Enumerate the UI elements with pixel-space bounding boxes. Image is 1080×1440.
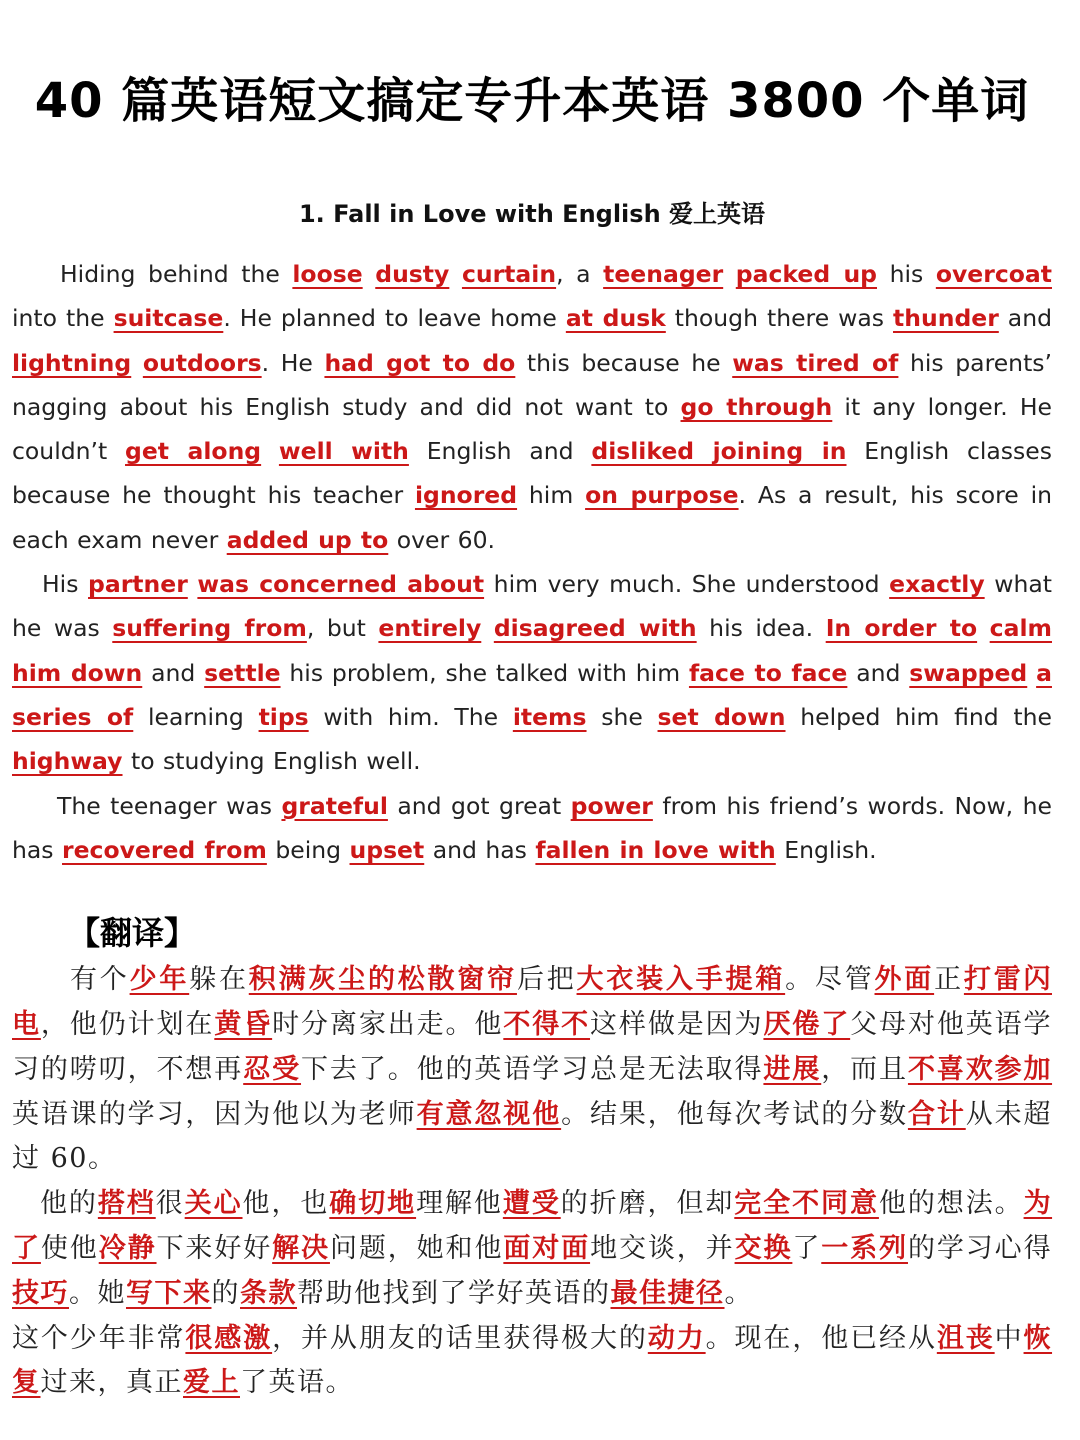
highlighted-term: 技巧 xyxy=(12,1277,69,1309)
text-run: 他，也 xyxy=(242,1188,330,1220)
text-run: 地交谈，并 xyxy=(590,1232,735,1264)
text-run: 了英语。 xyxy=(240,1367,354,1399)
text-run: 中 xyxy=(994,1322,1024,1354)
highlighted-term: 完全不同意 xyxy=(734,1188,879,1220)
text-run: 。她 xyxy=(69,1277,126,1309)
highlighted-term: 忍受 xyxy=(243,1053,302,1085)
highlighted-term: 条款 xyxy=(240,1277,297,1309)
highlighted-term: grateful xyxy=(281,791,388,820)
highlighted-term: ignored xyxy=(414,481,518,510)
text-run: and has xyxy=(424,835,536,864)
highlighted-term: 有意忽视他 xyxy=(416,1098,562,1130)
highlighted-term: packed up xyxy=(735,260,877,288)
text-run: with him. The xyxy=(308,702,513,731)
text-run: English. xyxy=(775,835,877,864)
text-run: 下来好好 xyxy=(156,1232,273,1264)
text-run: 躲在 xyxy=(189,964,249,996)
highlighted-term: 遭受 xyxy=(502,1188,561,1220)
text-run: 的学习心得 xyxy=(907,1232,1053,1264)
text-run: . He xyxy=(261,348,325,377)
text-run: , a xyxy=(556,260,604,288)
highlighted-term: 解决 xyxy=(272,1232,330,1264)
page-title: 40 篇英语短文搞定专升本英语 3800 个单词 xyxy=(34,73,1030,129)
highlighted-term: 打雷闪电 xyxy=(12,964,1052,1040)
text-run: his parents’ nagging about his English study and did not want to xyxy=(12,348,1053,421)
text-run xyxy=(261,437,279,465)
chinese-translation xyxy=(12,958,1052,1406)
highlighted-term: outdoors xyxy=(142,348,262,377)
highlighted-term: set down xyxy=(657,702,786,731)
text-run: and xyxy=(998,304,1052,333)
text-run xyxy=(481,614,494,642)
english-paragraph-3 xyxy=(12,784,1052,873)
highlighted-term: 不得不 xyxy=(503,1008,591,1040)
text-run: ，他仍计划在 xyxy=(40,1008,215,1040)
text-run: him very much. She understood xyxy=(484,570,890,599)
highlighted-term: 黄昏 xyxy=(214,1008,273,1040)
text-run: . He planned to leave home xyxy=(223,304,566,333)
text-run: 。结果，他每次考试的分数 xyxy=(561,1098,908,1130)
highlighted-term: settle xyxy=(204,658,281,687)
highlighted-term: highway xyxy=(12,747,123,776)
translation-heading: 【翻译】 xyxy=(68,914,197,953)
text-run: and xyxy=(847,658,910,687)
highlighted-term: 进展 xyxy=(763,1053,822,1085)
highlighted-term: 恢复 xyxy=(12,1322,1053,1399)
text-run: , but xyxy=(306,614,379,643)
text-run: 过来，真正 xyxy=(40,1367,183,1399)
text-run: 正 xyxy=(934,964,964,996)
highlighted-term: him down xyxy=(12,658,143,687)
text-run: . As a result, his score in each exam never xyxy=(12,481,1052,554)
text-run: ，而且 xyxy=(821,1053,908,1085)
text-run: His xyxy=(42,570,89,599)
highlighted-term: dusty xyxy=(375,260,450,288)
highlighted-term: overcoat xyxy=(935,260,1052,288)
text-run: 。尽管 xyxy=(785,964,875,996)
lesson-title-cn: 爱上英语 xyxy=(669,199,766,228)
highlighted-term: suffering from xyxy=(112,614,307,643)
highlighted-term: curtain xyxy=(461,260,557,288)
text-run: 。 xyxy=(724,1277,753,1309)
text-run: from his friend’s words. Now, he has xyxy=(12,791,1052,864)
highlighted-term: In order to xyxy=(825,614,978,643)
text-run: though there was xyxy=(665,304,894,333)
text-run xyxy=(723,260,736,288)
highlighted-term: 冷静 xyxy=(98,1232,157,1264)
text-run: 使他 xyxy=(40,1232,99,1264)
text-run: 从未超过 60。 xyxy=(12,1098,1053,1175)
highlighted-term: 面对面 xyxy=(503,1232,591,1264)
text-run: 的折磨，但却 xyxy=(560,1188,735,1220)
highlighted-term: fallen in love with xyxy=(535,835,776,864)
text-run: being xyxy=(266,835,350,864)
highlighted-term: well with xyxy=(278,437,409,466)
highlighted-term: tips xyxy=(258,702,309,731)
highlighted-term: power xyxy=(570,791,653,820)
highlighted-term: a series of xyxy=(12,658,1052,731)
text-run: learning xyxy=(133,702,259,731)
highlighted-term: 搭档 xyxy=(97,1188,156,1220)
highlighted-term: disagreed with xyxy=(493,614,697,643)
highlighted-term: suitcase xyxy=(113,304,224,333)
highlighted-term: 外面 xyxy=(874,964,935,996)
text-run: to studying English well. xyxy=(122,747,421,776)
highlighted-term: had got to do xyxy=(324,348,516,377)
text-run xyxy=(977,614,990,642)
text-run: English and xyxy=(408,437,592,466)
text-run: his problem, she talked with him xyxy=(280,658,689,687)
text-run: The teenager was xyxy=(57,791,282,820)
text-run xyxy=(131,349,143,377)
text-run: 这样做是因为 xyxy=(590,1008,764,1040)
highlighted-term: 很感激 xyxy=(185,1322,273,1354)
highlighted-term: face to face xyxy=(688,658,848,687)
highlighted-term: exactly xyxy=(889,570,985,599)
chinese-paragraph-2 xyxy=(12,1182,1052,1316)
english-passage xyxy=(12,252,1052,872)
highlighted-term: 合计 xyxy=(907,1098,966,1130)
text-run: it any longer. He couldn’t xyxy=(12,392,1052,466)
highlighted-term: swapped xyxy=(909,658,1028,687)
highlighted-term: 交换 xyxy=(734,1232,793,1264)
highlighted-term: loose xyxy=(292,260,363,288)
text-run: 理解他 xyxy=(416,1188,503,1220)
text-run: English classes because he thought his teacher xyxy=(12,437,1052,510)
highlighted-term: entirely xyxy=(378,614,482,643)
text-run xyxy=(449,260,462,288)
highlighted-term: 沮丧 xyxy=(936,1322,995,1354)
highlighted-term: upset xyxy=(349,835,425,864)
highlighted-term: recovered from xyxy=(62,835,267,864)
text-run: this because he xyxy=(515,348,733,377)
highlighted-term: 为了 xyxy=(12,1188,1053,1264)
english-paragraph-1 xyxy=(12,252,1052,562)
highlighted-term: items xyxy=(512,702,587,731)
highlighted-term: 大衣装入手提箱 xyxy=(576,964,786,996)
highlighted-term: 最佳捷径 xyxy=(610,1277,725,1309)
text-run: 这个少年非常 xyxy=(12,1322,186,1354)
text-run: 有个 xyxy=(70,964,130,996)
highlighted-term: 积满灰尘的松散窗帘 xyxy=(248,964,517,996)
text-run: 了 xyxy=(792,1232,822,1264)
highlighted-term: 动力 xyxy=(647,1322,706,1354)
text-run: 父母对他英语学习的唠叨，不想再 xyxy=(12,1008,1053,1085)
text-run: 他的 xyxy=(40,1188,98,1220)
highlighted-term: 确切地 xyxy=(329,1188,417,1220)
highlighted-term: on purpose xyxy=(585,481,739,510)
text-run xyxy=(1027,659,1036,687)
text-run: ，并从朋友的话里获得极大的 xyxy=(272,1322,648,1354)
text-run xyxy=(188,570,198,598)
text-run: 很 xyxy=(155,1188,185,1220)
text-run: 英语课的学习，因为他以为老师 xyxy=(12,1098,417,1130)
chinese-paragraph-1 xyxy=(12,958,1052,1182)
text-run: 时分离家出走。他 xyxy=(272,1008,504,1040)
highlighted-term: teenager xyxy=(603,260,724,288)
highlighted-term: 少年 xyxy=(129,964,190,996)
lesson-title-en: 1. Fall in Love with English xyxy=(298,200,661,228)
text-run: him xyxy=(517,481,586,510)
highlighted-term: thunder xyxy=(893,304,999,333)
highlighted-term: was tired of xyxy=(732,348,899,377)
highlighted-term: partner xyxy=(88,570,188,599)
highlighted-term: 关心 xyxy=(184,1188,243,1220)
highlighted-term: 不喜欢参加 xyxy=(907,1053,1053,1085)
highlighted-term: 写下来 xyxy=(126,1277,212,1309)
text-run: over 60. xyxy=(388,525,495,554)
text-run: into the xyxy=(12,304,114,333)
text-run: 问题，她和他 xyxy=(329,1232,504,1264)
english-paragraph-2 xyxy=(12,562,1052,783)
text-run: she xyxy=(586,702,658,731)
highlighted-term: calm xyxy=(989,614,1052,643)
text-run: his idea. xyxy=(696,614,826,643)
highlighted-term: get along xyxy=(125,437,262,466)
highlighted-term: was concerned about xyxy=(197,570,485,599)
highlighted-term: at dusk xyxy=(565,304,666,333)
text-run: Hiding behind the xyxy=(60,260,293,288)
highlighted-term: lightning xyxy=(12,348,132,377)
text-run: and got great xyxy=(387,791,571,820)
chinese-paragraph-3 xyxy=(12,1317,1052,1407)
text-run: and xyxy=(142,658,205,687)
highlighted-term: disliked joining in xyxy=(591,437,847,466)
text-run: 的 xyxy=(211,1277,240,1309)
text-run: 帮助他找到了学好英语的 xyxy=(297,1277,611,1309)
highlighted-term: 一系列 xyxy=(821,1232,908,1264)
text-run: his xyxy=(877,260,936,288)
highlighted-term: go through xyxy=(680,392,833,421)
lesson-title xyxy=(12,148,1052,252)
text-run: 。现在，他已经从 xyxy=(705,1322,937,1354)
highlighted-term: added up to xyxy=(226,525,389,554)
text-run: helped him find the xyxy=(785,702,1052,731)
text-run: 他的想法。 xyxy=(878,1188,1024,1220)
text-run xyxy=(363,260,376,288)
text-run: what he was xyxy=(12,570,1052,643)
highlighted-term: 厌倦了 xyxy=(763,1008,851,1040)
text-run: 下去了。他的英语学习总是无法取得 xyxy=(301,1053,764,1085)
highlighted-term: 爱上 xyxy=(183,1367,240,1399)
text-run: 后把 xyxy=(516,964,577,996)
